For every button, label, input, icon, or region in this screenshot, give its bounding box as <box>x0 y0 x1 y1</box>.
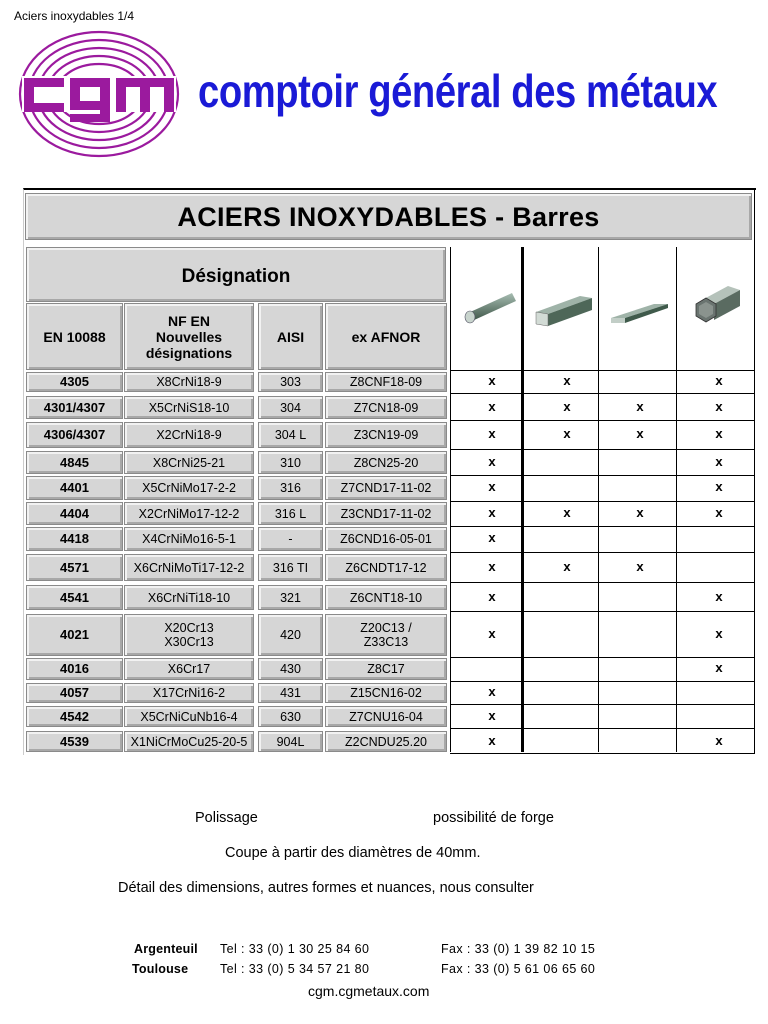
row-divider <box>450 704 755 705</box>
row-divider <box>450 501 755 502</box>
availability-mark: x <box>563 558 571 574</box>
row-en10088: 4021 <box>26 614 123 656</box>
availability-mark: x <box>488 398 496 414</box>
note-cutting: Coupe à partir des diamètres de 40mm. <box>225 845 481 861</box>
row-en10088: 4401 <box>26 476 123 500</box>
column-divider <box>521 247 524 752</box>
row-en10088: 4571 <box>26 554 123 581</box>
hexagonal-bar-icon <box>688 282 744 332</box>
column-header-nf-en: NF EN Nouvelles désignations <box>124 303 254 370</box>
table-title: ACIERS INOXYDABLES - Barres <box>177 202 600 232</box>
availability-mark: x <box>488 626 496 641</box>
row-divider <box>450 582 755 583</box>
row-afnor: Z20C13 / Z33C13 <box>325 614 447 656</box>
availability-mark: x <box>636 558 644 574</box>
row-nf-en: X20Cr13 X30Cr13 <box>124 614 254 656</box>
row-en10088: 4845 <box>26 451 123 474</box>
row-divider <box>450 475 755 476</box>
availability-mark: x <box>715 732 723 748</box>
website-link[interactable]: cgm.cgmetaux.com <box>308 983 430 999</box>
column-header-aisi: AISI <box>258 303 323 370</box>
contact-fax-toulouse: Fax : 33 (0) 5 61 06 65 60 <box>441 962 596 976</box>
row-afnor: Z7CN18-09 <box>325 396 447 419</box>
row-en10088: 4301/4307 <box>26 396 123 419</box>
availability-mark: x <box>488 504 496 520</box>
column-divider <box>450 247 451 752</box>
row-afnor: Z6CND16-05-01 <box>325 527 447 551</box>
note-polishing: Polissage <box>195 810 258 826</box>
row-nf-en: X4CrNiMo16-5-1 <box>124 527 254 551</box>
row-aisi: 316 TI <box>258 554 323 581</box>
designation-label: Désignation <box>181 266 291 287</box>
header-divider <box>450 370 755 371</box>
row-nf-en: X8CrNi18-9 <box>124 372 254 392</box>
row-divider <box>450 449 755 450</box>
table-title-banner <box>25 193 752 240</box>
availability-mark: x <box>563 426 571 441</box>
row-nf-en: X2CrNiMo17-12-2 <box>124 502 254 525</box>
row-afnor: Z8CNF18-09 <box>325 372 447 392</box>
contact-city-toulouse: Toulouse <box>132 962 189 976</box>
row-aisi: 904L <box>258 731 323 752</box>
row-aisi: 304 L <box>258 422 323 448</box>
row-afnor: Z8CN25-20 <box>325 451 447 474</box>
row-afnor: Z6CNDT17-12 <box>325 554 447 581</box>
row-nf-en: X5CrNiCuNb16-4 <box>124 706 254 727</box>
availability-mark: x <box>488 479 496 494</box>
row-en10088: 4542 <box>26 706 123 727</box>
row-nf-en: X6Cr17 <box>124 658 254 680</box>
row-nf-en: X6CrNiMoTi17-12-2 <box>124 554 254 581</box>
designation-header <box>26 247 446 302</box>
row-aisi: 321 <box>258 585 323 610</box>
availability-mark: x <box>488 707 496 723</box>
row-en10088: 4306/4307 <box>26 422 123 448</box>
row-aisi: 420 <box>258 614 323 656</box>
row-aisi: 303 <box>258 372 323 392</box>
column-header-afnor: ex AFNOR <box>325 303 447 370</box>
table-right-border <box>754 188 755 753</box>
row-aisi: 316 <box>258 476 323 500</box>
availability-mark: x <box>563 398 571 414</box>
row-afnor: Z3CND17-11-02 <box>325 502 447 525</box>
row-nf-en: X2CrNi18-9 <box>124 422 254 448</box>
row-nf-en: X5CrNiS18-10 <box>124 396 254 419</box>
row-afnor: Z7CNU16-04 <box>325 706 447 727</box>
round-bar-icon <box>460 285 520 330</box>
contact-tel-toulouse: Tel : 33 (0) 5 34 57 21 80 <box>220 962 370 976</box>
row-divider <box>450 728 755 729</box>
availability-mark: x <box>636 426 644 441</box>
row-aisi: 310 <box>258 451 323 474</box>
company-name: comptoir général des métaux <box>198 65 718 117</box>
row-aisi: 316 L <box>258 502 323 525</box>
contact-fax-argenteuil: Fax : 33 (0) 1 39 82 10 15 <box>441 942 596 956</box>
row-nf-en: X1NiCrMoCu25-20-5 <box>124 731 254 752</box>
row-aisi: 630 <box>258 706 323 727</box>
availability-mark: x <box>488 588 496 604</box>
availability-mark: x <box>715 398 723 414</box>
row-nf-en: X8CrNi25-21 <box>124 451 254 474</box>
row-en10088: 4541 <box>26 585 123 610</box>
row-en10088: 4305 <box>26 372 123 392</box>
row-aisi: 304 <box>258 396 323 419</box>
row-divider <box>450 657 755 658</box>
row-afnor: Z2CNDU25.20 <box>325 731 447 752</box>
row-divider <box>450 611 755 612</box>
row-afnor: Z3CN19-09 <box>325 422 447 448</box>
row-nf-en: X6CrNiTi18-10 <box>124 585 254 610</box>
row-en10088: 4057 <box>26 683 123 703</box>
contact-city-argenteuil: Argenteuil <box>134 942 198 956</box>
note-forging: possibilité de forge <box>433 810 554 826</box>
availability-mark: x <box>636 398 644 414</box>
row-afnor: Z6CNT18-10 <box>325 585 447 610</box>
row-afnor: Z7CND17-11-02 <box>325 476 447 500</box>
row-en10088: 4404 <box>26 502 123 525</box>
note-details: Détail des dimensions, autres formes et nuances, nous consulter <box>118 880 534 896</box>
row-en10088: 4418 <box>26 527 123 551</box>
availability-mark: x <box>488 558 496 574</box>
row-divider <box>450 753 755 754</box>
availability-mark: x <box>715 479 723 494</box>
column-divider <box>598 247 599 752</box>
availability-mark: x <box>715 504 723 520</box>
availability-mark: x <box>488 530 496 545</box>
column-divider <box>676 247 677 752</box>
row-aisi: - <box>258 527 323 551</box>
availability-mark: x <box>715 453 723 469</box>
row-divider <box>450 552 755 553</box>
row-afnor: Z15CN16-02 <box>325 683 447 703</box>
row-divider <box>450 393 755 394</box>
row-nf-en: X17CrNi16-2 <box>124 683 254 703</box>
square-bar-icon <box>532 286 596 331</box>
document-header-label: Aciers inoxydables 1/4 <box>14 9 135 23</box>
availability-mark: x <box>715 373 723 388</box>
row-afnor: Z8C17 <box>325 658 447 680</box>
availability-mark: x <box>563 373 571 388</box>
row-en10088: 4539 <box>26 731 123 752</box>
row-aisi: 430 <box>258 658 323 680</box>
availability-mark: x <box>488 732 496 748</box>
flat-bar-icon <box>608 296 670 328</box>
availability-mark: x <box>563 504 571 520</box>
column-header-en10088: EN 10088 <box>26 303 123 370</box>
row-divider <box>450 526 755 527</box>
availability-mark: x <box>488 684 496 699</box>
row-divider <box>450 681 755 682</box>
availability-mark: x <box>488 426 496 441</box>
row-nf-en: X5CrNiMo17-2-2 <box>124 476 254 500</box>
contact-tel-argenteuil: Tel : 33 (0) 1 30 25 84 60 <box>220 942 370 956</box>
availability-mark: x <box>715 426 723 441</box>
row-en10088: 4016 <box>26 658 123 680</box>
cgm-logo <box>18 30 180 158</box>
availability-mark: x <box>488 453 496 469</box>
availability-mark: x <box>488 373 496 388</box>
availability-mark: x <box>715 588 723 604</box>
availability-mark: x <box>636 504 644 520</box>
row-aisi: 431 <box>258 683 323 703</box>
row-divider <box>450 420 755 421</box>
availability-mark: x <box>715 626 723 641</box>
availability-mark: x <box>715 660 723 675</box>
